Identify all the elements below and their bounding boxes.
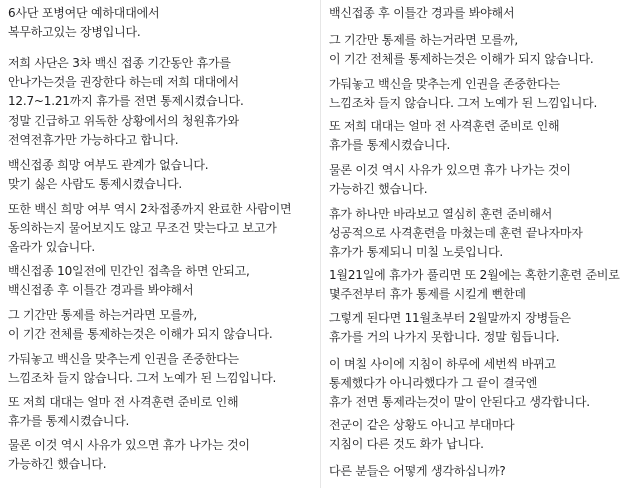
text-line: 1월21일에 휴가가 풀리면 또 2월에는 혹한기훈련 준비로 [329, 268, 620, 282]
text-line: 올라가 있습니다. [8, 240, 95, 254]
paragraph [8, 393, 316, 431]
text-line: 백신접종 10일전에 민간인 접촉을 하면 안되고, [8, 264, 250, 278]
text-line: 동의하는지 물어보지도 않고 무조건 맞는다고 보고가 [8, 221, 277, 235]
text-line: 다른 분들은 어떻게 생각하십니까? [329, 464, 506, 478]
text-line: 또 저희 대대는 얼마 전 사격훈련 준비로 인해 [8, 395, 239, 409]
text-line: 가능하긴 했습니다. [329, 182, 428, 196]
paragraph [329, 205, 637, 262]
text-line: 복무하고있는 장병입니다. [8, 25, 141, 39]
text-line: 휴가를 통제시켰습니다. [8, 414, 130, 428]
text-line: 그 기간만 통제를 하는거라면 모를까, [329, 33, 518, 47]
paragraph [8, 156, 316, 194]
paragraph [329, 266, 637, 304]
text-line: 맞기 싫은 사람도 통제시켰습니다. [8, 177, 182, 191]
paragraph [329, 117, 637, 155]
text-line: 6사단 포병여단 예하대대에서 [8, 6, 160, 20]
text-line: 물론 이것 역시 사유가 있으면 휴가 나가는 것이 [8, 438, 250, 452]
text-line: 정말 긴급하고 위독한 상황에서의 청원휴가와 [8, 114, 239, 128]
text-line: 통제했다가 아니라했다가 그 끝이 결국엔 [329, 376, 538, 390]
text-line: 가둬놓고 백신을 맞추는게 인권을 존중한다는 [8, 352, 239, 366]
text-line: 휴가 하나만 바라보고 열심히 훈련 준비해서 [329, 207, 553, 221]
paragraph [329, 31, 637, 69]
paragraph [8, 4, 316, 42]
text-line: 또 저희 대대는 얼마 전 사격훈련 준비로 인해 [329, 119, 560, 133]
text-line: 성공적으로 사격훈련을 마쳤는데 훈련 끝나자마자 [329, 226, 583, 240]
text-line: 백신접종 후 이틀간 경과를 봐야해서 [329, 6, 515, 20]
text-line: 백신접종 후 이틀간 경과를 봐야해서 [8, 283, 194, 297]
text-line: 휴가를 거의 나가지 못합니다. 정말 힘듭니다. [329, 330, 560, 344]
text-line: 그 기간만 통제를 하는거라면 모를까, [8, 308, 197, 322]
text-line: 물론 이것 역시 사유가 있으면 휴가 나가는 것이 [329, 163, 571, 177]
text-line: 12.7~1.21까지 휴가를 전면 통제시켰습니다. [8, 94, 244, 108]
text-line: 휴가 전면 통제라는것이 말이 안된다고 생각합니다. [329, 395, 590, 409]
text-line: 휴가가 통제되니 미칠 노릇입니다. [329, 245, 503, 259]
right-column [320, 0, 640, 488]
text-line: 저희 사단은 3차 백신 접종 기간동안 휴가를 [8, 56, 231, 70]
paragraph [8, 200, 316, 257]
text-line: 이 기간 전체를 통제하는것은 이해가 되지 않습니다. [329, 52, 594, 66]
text-line: 휴가를 통제시켰습니다. [329, 138, 451, 152]
paragraph [329, 462, 637, 481]
text-line: 느낌조차 들지 않습니다. 그저 노예가 된 느낌입니다. [8, 371, 277, 385]
text-line: 가둬놓고 백신을 맞추는게 인권을 존중한다는 [329, 77, 560, 91]
paragraph [329, 309, 637, 347]
text-line: 가능하긴 했습니다. [8, 457, 107, 471]
paragraph [8, 306, 316, 344]
text-line: 이 기간 전체를 통제하는것은 이해가 되지 않습니다. [8, 327, 273, 341]
text-line: 백신접종 희망 여부도 관계가 없습니다. [8, 158, 209, 172]
text-line: 전군이 같은 상황도 아니고 부대마다 [329, 418, 515, 432]
text-line: 또한 백신 희망 여부 역시 2차접종까지 완료한 사람이면 [8, 202, 292, 216]
paragraph [8, 436, 316, 474]
paragraph [8, 262, 316, 300]
text-line: 몇주전부터 휴가 통제를 시킬게 뻔한데 [329, 287, 526, 301]
paragraph [329, 416, 637, 454]
paragraph [8, 350, 316, 388]
paragraph [329, 75, 637, 113]
paragraph [8, 54, 316, 111]
text-line: 이 며칠 사이에 지침이 하루에 세번씩 바뀌고 [329, 357, 556, 371]
paragraph [329, 355, 637, 412]
paragraph [8, 112, 316, 150]
text-line: 그렇게 된다면 11월초부터 2월말까지 장병들은 [329, 311, 571, 325]
text-line: 전역전휴가만 가능하다고 합니다. [8, 133, 179, 147]
text-line: 안나가는것을 권장한다 하는데 저희 대대에서 [8, 75, 239, 89]
text-line: 느낌조차 들지 않습니다. 그저 노예가 된 느낌입니다. [329, 96, 598, 110]
paragraph [329, 4, 637, 23]
text-line: 지침이 다른 것도 화가 납니다. [329, 437, 484, 451]
paragraph [329, 161, 637, 199]
